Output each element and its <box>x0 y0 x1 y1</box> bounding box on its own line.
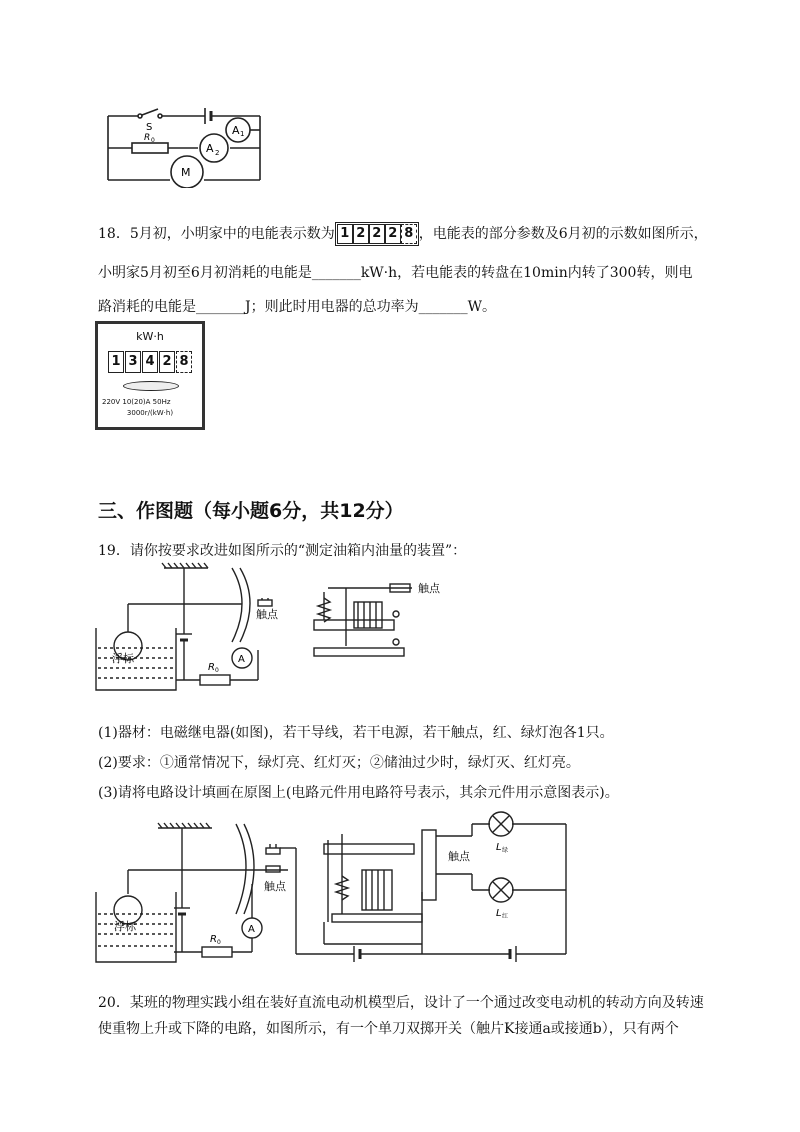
q19-oil-tank-figure <box>92 562 472 694</box>
q17-a2-label: A <box>206 142 214 155</box>
meter-digit: 2 <box>159 351 175 373</box>
meter-digit: 3 <box>125 351 141 373</box>
meter-digit: 8 <box>176 351 192 373</box>
green-lamp-sub: 绿 <box>502 847 509 854</box>
q18-initial-digit: 2 <box>385 224 401 244</box>
q19-item3: (3)请将电路设计填画在原图上(电路元件用电路符号表示，其余元件用示意图表示)。 <box>98 785 619 801</box>
q18-line2: 小明家5月初至6月初消耗的电能是_______kW·h，若电能表的转盘在10min内转了300转，则电 <box>98 265 693 281</box>
q17-motor-label: M <box>181 166 191 179</box>
q19-fig1-r-sub: 0 <box>215 667 219 674</box>
q19-fig2-contact-label: 触点 <box>264 880 286 893</box>
q19-fig2-float-label: 浮标 <box>114 920 136 933</box>
q20-line1: 20．某班的物理实践小组在装好直流电动机模型后，设计了一个通过改变电动机的转动方向及转速 <box>98 995 704 1011</box>
red-lamp-label: L <box>496 908 502 919</box>
q19-fig2-r-sub: 0 <box>217 939 221 946</box>
section-heading: 三、作图题（每小题6分，共12分） <box>98 500 404 522</box>
q19-fig1-r-label: R <box>208 662 215 673</box>
q18-initial-reading <box>335 222 419 246</box>
q18-line1-after: ，电能表的部分参数及6月初的示数如图所示， <box>418 226 708 242</box>
meter-rate: 3000r/(kW·h) <box>126 409 174 417</box>
green-lamp-label: L <box>496 842 502 853</box>
q19-intro: 19．请你按要求改进如图所示的“测定油箱内油量的装置”： <box>98 543 467 559</box>
q19-fig1-float-label: 浮标 <box>112 652 134 665</box>
red-lamp-sub: 红 <box>502 913 509 920</box>
meter-digits <box>108 350 193 373</box>
q17-r-label: R <box>144 133 151 143</box>
q19-fig2-relay-contact-label: 触点 <box>448 850 470 863</box>
q18-initial-digit: 2 <box>369 224 385 244</box>
q18-line3: 路消耗的电能是_______J；则此时用电器的总功率为_______W。 <box>98 299 497 315</box>
q17-a2-sub: 2 <box>215 149 220 157</box>
q19-item2: (2)要求：①通常情况下，绿灯亮、红灯灭；②储油过少时，绿灯灭、红灯亮。 <box>98 755 580 771</box>
q19-fig1-ammeter-label: A <box>238 654 245 665</box>
q17-switch-label: S <box>146 122 153 133</box>
q17-r-sub: 0 <box>151 137 155 144</box>
q17-circuit-diagram <box>100 100 280 188</box>
q18-line1-before: 18．5月初，小明家中的电能表示数为 <box>98 226 335 242</box>
meter-digit: 4 <box>142 351 158 373</box>
q19-fig1-relay-contact-label: 触点 <box>418 582 440 595</box>
q20-line2: 使重物上升或下降的电路，如图所示，有一个单刀双掷开关（触片K接通a或接通b），只有两个 <box>98 1021 679 1037</box>
q17-a1-label: A <box>232 124 240 137</box>
q18-initial-digit: 2 <box>353 224 369 244</box>
q19-fig2-ammeter-label: A <box>248 924 255 935</box>
q19-fig1-contact-label: 触点 <box>256 608 278 621</box>
q19-fig2-r-label: R <box>210 934 217 945</box>
q18-energy-meter <box>95 321 205 430</box>
meter-digit: 1 <box>108 351 124 373</box>
q18-initial-digit: 8 <box>401 224 417 244</box>
q19-item1: (1)器材：电磁继电器(如图)，若干导线，若干电源，若干触点，红、绿灯泡各1只。 <box>98 725 614 741</box>
q19-answer-figure <box>92 804 582 974</box>
q18-line1 <box>98 222 708 246</box>
meter-spec: 220V 10(20)A 50Hz <box>102 398 171 406</box>
q17-a1-sub: 1 <box>240 130 245 138</box>
q18-initial-digit: 1 <box>337 224 353 244</box>
meter-disc <box>123 381 179 391</box>
meter-unit: kW·h <box>136 330 164 343</box>
